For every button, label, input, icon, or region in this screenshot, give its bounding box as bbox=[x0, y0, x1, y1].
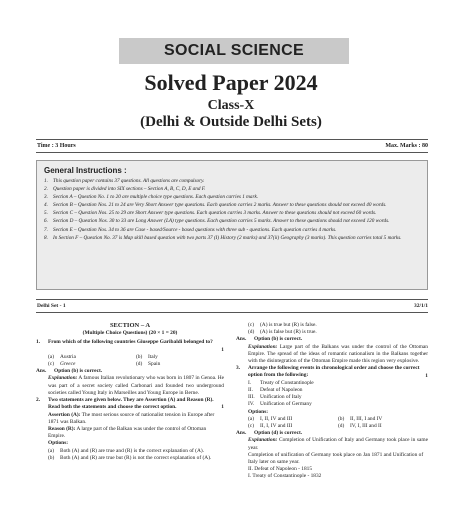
divider-set-bottom bbox=[36, 312, 428, 313]
explanation-2: Explanation: Large part of the Balkans was under the control of the Ottoman Empire. The spread of the ideas of romantic nationalism in the Balkans together with the disintegration of the Ottoman Empire made this region very explosive. bbox=[248, 343, 428, 365]
explanation-line: I. Treaty of Constantinople - 1832 bbox=[248, 473, 322, 480]
option: (c) Greece bbox=[48, 361, 76, 368]
option: (c) (A) is true but (R) is false. bbox=[248, 322, 317, 328]
left-column bbox=[36, 322, 224, 462]
set-label: Delhi Set - 1 bbox=[37, 303, 66, 309]
instruction-item: 4. Section B – Question Nos. 21 to 24 are Very Short Answer type questions. Each question carries 2 marks. Answer to these questions should not exceed 40 words. bbox=[44, 202, 387, 209]
class-label: Class-X bbox=[207, 98, 255, 113]
answer-2: Ans. Option (b) is correct. bbox=[236, 336, 303, 343]
explanation-1: Explanation: A famous Italian revolutionary who was born in 1807 in Genoa. He was part of a secret society called Carbonari and founded two underground societies called Young Italy in Marseilles and Young Europe in Berne. bbox=[48, 375, 224, 396]
option: (d) Spain bbox=[136, 361, 161, 368]
section-heading: SECTION – A bbox=[109, 322, 151, 329]
instruction-item: 1. This question paper contains 37 questions. All questions are compulsory. bbox=[44, 178, 205, 184]
sets-label: (Delhi & Outside Delhi Sets) bbox=[140, 114, 322, 130]
option: (a) Austria bbox=[48, 353, 76, 360]
question-1: 1. From which of the following countries Giuseppe Garibaldi belonged to? bbox=[36, 339, 213, 346]
question-1-options bbox=[36, 354, 224, 368]
event: IV. Unification of Germany bbox=[248, 401, 312, 408]
explanation-3: Explanation: Completion of Unification of Italy and Germany took place in same year. bbox=[248, 437, 428, 451]
question-2: 2. Two statements are given below. They are Assertion (A) and Reason (R). Read both the statements and choose the correct option. bbox=[36, 397, 214, 411]
option: (b) II, III, I and IV bbox=[338, 415, 383, 422]
event: I. Treaty of Constantinople bbox=[248, 379, 314, 386]
question-3-options bbox=[236, 416, 428, 430]
instruction-item: 2. Question paper is divided into SIX sections – Section A, B, C, D, E and F. bbox=[44, 186, 206, 193]
subject-banner bbox=[119, 38, 349, 64]
option: (d) IV, I, III and II bbox=[338, 423, 382, 430]
section-subheading: (Multiple Choice Questions) (20 × 1 = 20) bbox=[82, 330, 178, 337]
instruction-item: 3. Section A – Question No. 1 to 20 are multiple choice type questions. Each question carries 1 mark. bbox=[44, 194, 259, 201]
question-3: 3. Arrange the following events in chronological order and choose the correct option from the following: bbox=[236, 365, 420, 379]
paper-title: Solved Paper 2024 bbox=[144, 70, 318, 95]
explanation-line: Completion of unification of Germany took place on Jan 1871 and Unification of Italy later on same year. bbox=[248, 451, 424, 466]
option: (c) II, I, IV and III bbox=[248, 423, 293, 430]
divider-meta bbox=[36, 152, 428, 153]
explanation-line: II. Defeat of Napoleon - 1815 bbox=[248, 466, 313, 473]
divider-top bbox=[36, 139, 428, 140]
event: II. Defeat of Napoleon bbox=[248, 387, 303, 394]
set-code: 32/1/1 bbox=[413, 303, 428, 309]
right-column bbox=[236, 322, 428, 481]
instructions-heading: General Instructions : bbox=[44, 166, 127, 175]
question-mark: 1 bbox=[425, 372, 428, 379]
assertion: Assertion (A): The most serious source of nationalist tension in Europe after 1871 was Balkan. bbox=[48, 411, 215, 425]
answer-1: Ans. Option (b) is correct. bbox=[36, 368, 103, 375]
event: III. Unification of Italy bbox=[248, 394, 302, 401]
instruction-item: 7. Section E – Question Nos. 34 to 36 are Case - based/Source - based questions with three sub - questions. Each question carries 4 marks. bbox=[44, 226, 337, 233]
general-instructions-box bbox=[36, 160, 428, 290]
option: (a) I, II, IV and III bbox=[248, 415, 293, 422]
question-mark: 1 bbox=[221, 404, 224, 411]
divider-set-top bbox=[36, 299, 428, 300]
options-label: Options: bbox=[248, 408, 269, 415]
subject-title: SOCIAL SCIENCE bbox=[164, 42, 304, 59]
answer-3: Ans. Option (d) is correct. bbox=[236, 430, 303, 437]
options-label: Options: bbox=[48, 440, 69, 447]
instruction-item: 8. In Section F – Question No. 37 is Map skill based question with two parts 37 (I) History (2 marks) and 37(ii) Geography (3 marks). This question carries total 5 marks. bbox=[44, 234, 402, 241]
marks-label: Max. Marks : 80 bbox=[385, 143, 428, 149]
option: (a) Both (A) and (R) are true and (R) is the correct explanation of (A). bbox=[48, 447, 204, 454]
option: (b) Italy bbox=[136, 353, 158, 360]
instruction-item: 5. Section C – Question Nos. 25 to 29 are Short Answer type questions. Each question carries 3 marks. Answer to these questions should not exceed 60 words. bbox=[44, 210, 377, 217]
reason: Reason (R): A large part of the Balkan was under the control of Ottoman Empire. bbox=[48, 426, 207, 440]
option: (d) (A) is false but (R) is true. bbox=[248, 329, 317, 336]
instruction-item: 6. Section D – Question Nos. 30 to 33 are Long Answer (LA) type questions. Each question carries 5 marks. Answer to these questions should not exceed 120 words. bbox=[44, 218, 390, 225]
time-label: Time : 3 Hours bbox=[37, 143, 76, 149]
question-mark: 1 bbox=[221, 346, 224, 353]
option: (b) Both (A) and (R) are true but (R) is not the correct explanation of (A). bbox=[48, 454, 212, 461]
